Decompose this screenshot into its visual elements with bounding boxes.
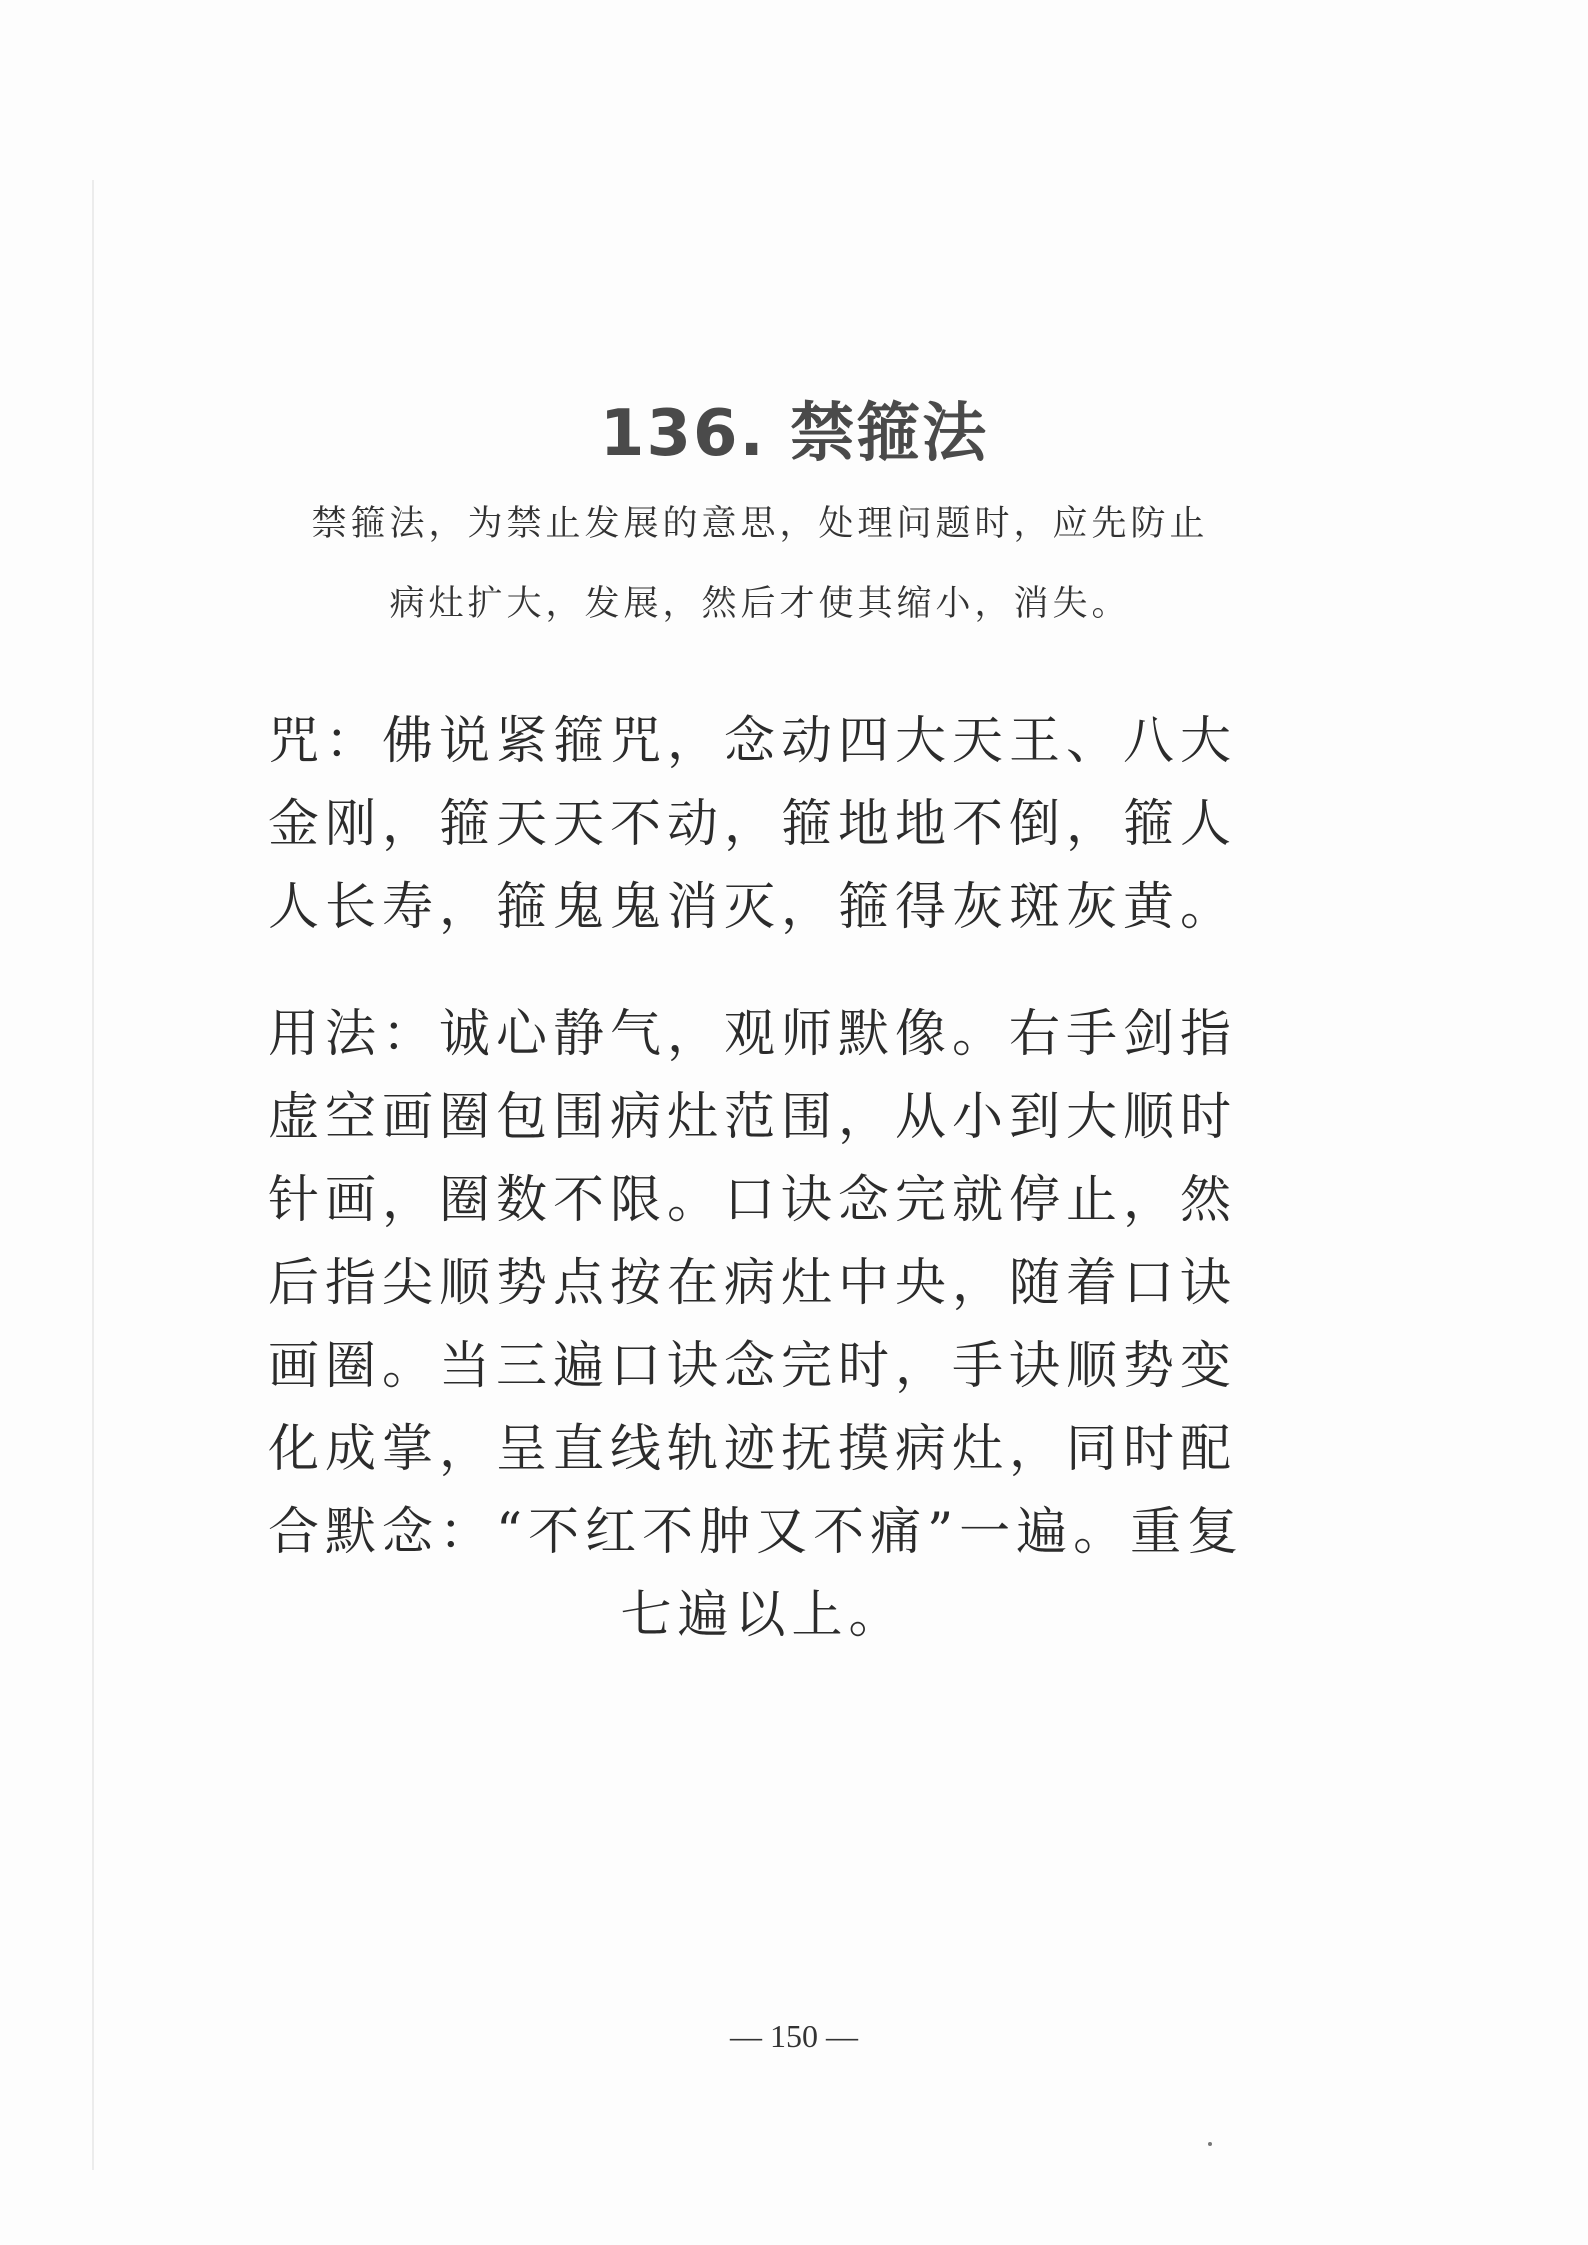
scan-speck (1208, 2142, 1212, 2146)
section-title: 136. 禁箍法 (599, 397, 989, 471)
mantra-paragraph (268, 700, 1258, 949)
scan-edge-shadow (92, 180, 94, 2170)
usage-line: 针画，圈数不限。口诀念完就停止，然 (268, 1171, 1238, 1230)
usage-line: 合默念：“不红不肿又不痛”一遍。重复 (268, 1503, 1245, 1562)
usage-paragraph (268, 993, 1258, 1657)
usage-line: 画圈。当三遍口诀念完时，手诀顺势变 (268, 1337, 1238, 1396)
usage-line: 虚空画圈包围病灶范围，从小到大顺时 (268, 1088, 1238, 1147)
mantra-line: 金刚，箍天天不动，箍地地不倒，箍人 (268, 795, 1238, 854)
page-number: — 150 — (730, 2018, 858, 2054)
intro-line: 禁箍法，为禁止发展的意思，处理问题时，应先防止 (311, 504, 1209, 544)
mantra-line: 人长寿，箍鬼鬼消灭，箍得灰斑灰黄。 (268, 878, 1238, 937)
intro-line: 病灶扩大，发展，然后才使其缩小，消失。 (389, 584, 1131, 624)
usage-line: 七遍以上。 (620, 1586, 906, 1645)
usage-line: 后指尖顺势点按在病灶中央，随着口诀 (268, 1254, 1238, 1313)
usage-line: 化成掌，呈直线轨迹抚摸病灶，同时配 (268, 1420, 1238, 1479)
mantra-line: 咒：佛说紧箍咒，念动四大天王、八大 (268, 712, 1238, 771)
intro-paragraph (260, 484, 1260, 644)
usage-line: 用法：诚心静气，观师默像。右手剑指 (268, 1005, 1238, 1064)
